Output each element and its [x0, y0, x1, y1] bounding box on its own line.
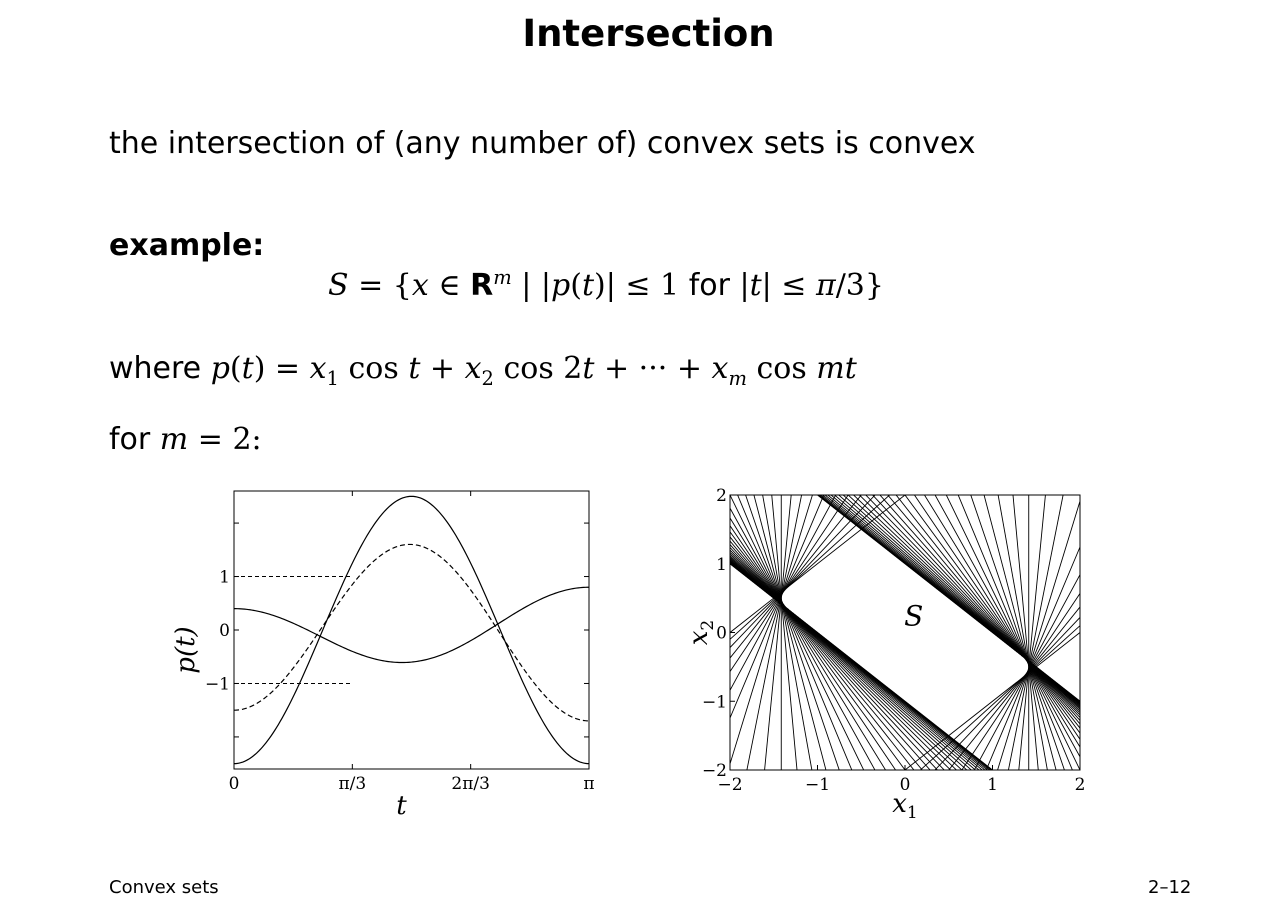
constraint-line [680, 564, 1100, 825]
y-tick-label: −2 [701, 761, 727, 781]
constraint-lines [680, 480, 1100, 825]
x-tick-label: −2 [717, 775, 743, 795]
y-tick-label: −1 [701, 692, 727, 713]
y-tick-label: −1 [204, 674, 230, 695]
x-tick-label: 2 [1074, 775, 1086, 795]
footer-right: 2–12 [1148, 877, 1192, 898]
constraint-line [680, 480, 1100, 718]
constraint-line [680, 480, 1100, 790]
plot-frame [234, 491, 589, 769]
statement-text: the intersection of (any number of) convex sets is convex [109, 126, 976, 161]
y-tick-label: 1 [219, 567, 230, 588]
y-tick-label: 2 [716, 486, 727, 506]
polynomial-definition: where $p(t) = x_1$ $\cos t + x_2$ cos 2t + ··· + $x_m$ cos mt [109, 351, 857, 390]
y-tick-label: 0 [716, 623, 727, 644]
x-tick-label: π/3 [338, 774, 367, 794]
x-axis-label: t [396, 791, 407, 821]
where-prefix: where [109, 351, 202, 386]
constraint-line [680, 480, 1100, 799]
y-axis-label: $x_2$ [684, 619, 718, 646]
example-label: example: [109, 228, 265, 263]
pt-plot-area [171, 491, 595, 821]
pt-chart [160, 480, 610, 825]
pt-curve-3 [234, 496, 589, 763]
pt-curve-1 [234, 587, 589, 662]
y-axis-label-sub: 2 [698, 619, 718, 631]
for-prefix: for [109, 422, 151, 457]
x-tick-label: 0 [899, 775, 911, 795]
x-axis-label: $x_1$ [892, 789, 918, 823]
constraint-line [680, 498, 1100, 825]
x-tick-label: 2π/3 [451, 774, 490, 794]
x-tick-label: 1 [987, 775, 998, 795]
slide-title: Intersection [522, 12, 775, 55]
x-tick-label: π [583, 774, 595, 794]
x-axis-label-sub: 1 [906, 803, 918, 823]
y-tick-label: 0 [219, 621, 230, 641]
constraint-line [680, 480, 1100, 767]
x1x2-chart [680, 480, 1100, 825]
y-axis-label: p(t) [171, 626, 201, 674]
constraint-line [680, 494, 1100, 825]
x-tick-label: 0 [228, 774, 240, 794]
region-label: S [904, 599, 924, 633]
m-equals-2-line: for m = 2: [109, 422, 262, 457]
footer-left: Convex sets [109, 877, 219, 898]
pt-curve-2 [234, 544, 589, 720]
set-definition-formula: S = {x ∈ $R^m$ | |p(t)| ≤ 1 for |t| ≤ π/3} [328, 266, 884, 303]
constraint-line [680, 480, 1100, 794]
x1x2-plot-area [680, 480, 1100, 825]
x-tick-label: −1 [804, 775, 831, 795]
y-tick-label: 1 [716, 554, 727, 575]
